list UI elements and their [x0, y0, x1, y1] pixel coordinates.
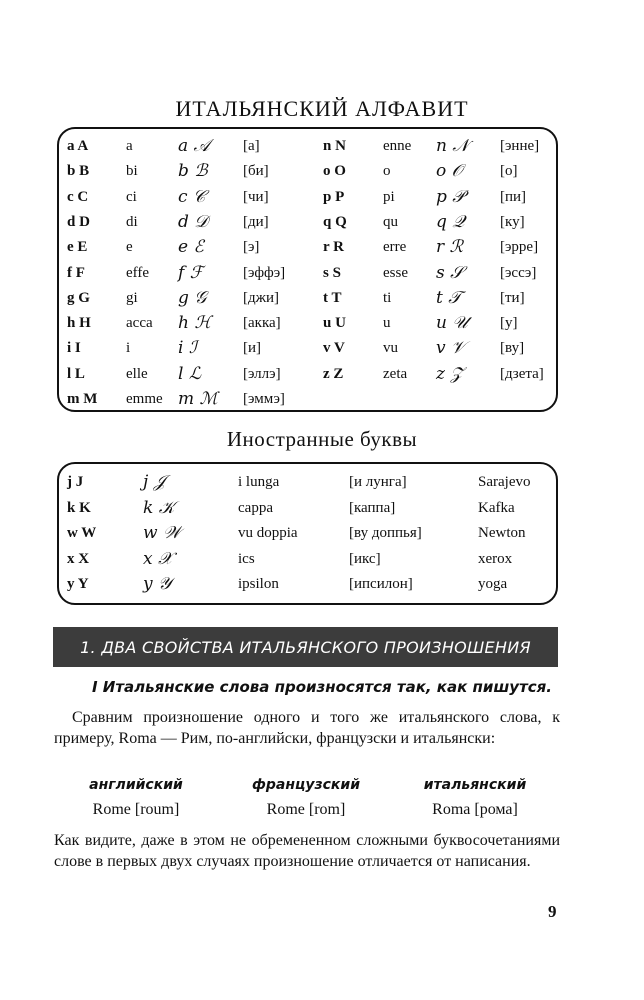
foreign-cap: j J [67, 474, 84, 490]
letter-script: h ℋ [178, 313, 212, 334]
lang-example-english: Rome [roum] [92, 801, 180, 818]
letter-name: elle [126, 365, 148, 382]
lang-label-french: французский [251, 777, 361, 793]
letter-pron: [чи] [243, 188, 269, 205]
letter-name: vu [383, 340, 398, 357]
letter-name: o [383, 163, 391, 180]
letter-script: m ℳ [178, 389, 218, 409]
letter-cap: p P [323, 188, 345, 205]
letter-script: n 𝒩 [436, 136, 469, 156]
letter-pron: [ти] [500, 289, 525, 306]
page-number: 9 [548, 902, 557, 921]
letter-cap: o O [323, 163, 346, 180]
letter-name: emme [126, 391, 163, 407]
foreign-script: k 𝒦 [143, 497, 175, 518]
letter-cap: a A [67, 138, 89, 154]
letter-pron: [у] [500, 315, 518, 332]
letter-pron: [эммэ] [243, 391, 285, 407]
foreign-script: w 𝒲 [143, 523, 181, 543]
foreign-cap: x X [67, 550, 90, 567]
letter-script: q 𝒬 [436, 211, 465, 232]
foreign-script: x 𝒳 [143, 548, 173, 569]
foreign-name: cappa [238, 499, 273, 516]
letter-pron: [эрре] [500, 239, 539, 256]
letter-name: enne [383, 138, 412, 154]
letter-pron: [ку] [500, 213, 525, 230]
foreign-pron: [каппа] [349, 499, 396, 516]
letter-cap: z Z [323, 365, 344, 382]
letter-script: c 𝒞 [178, 186, 206, 207]
foreign-example: Kafka [478, 499, 515, 516]
letter-pron: [дзета] [500, 365, 544, 382]
letter-name: zeta [383, 365, 408, 382]
letter-cap: r R [323, 239, 344, 256]
letter-pron: [би] [243, 163, 269, 180]
letter-name: effe [126, 264, 150, 281]
letter-script: d 𝒟 [178, 211, 208, 232]
letter-cap: d D [67, 213, 90, 230]
foreign-name: ics [238, 550, 255, 567]
letter-cap: v V [323, 340, 345, 357]
lang-label-english: английский [89, 777, 183, 793]
foreign-example: xerox [478, 550, 513, 567]
letter-name: u [383, 315, 391, 332]
letter-pron: [джи] [243, 289, 280, 306]
letter-name: acca [126, 315, 153, 332]
section-banner: 1. ДВА СВОЙСТВА ИТАЛЬЯНСКОГО ПРОИЗНОШЕНИЯ [53, 627, 558, 667]
letter-name: ci [126, 188, 137, 205]
paragraph-intro: Сравним произношение одного и того же итальянского слова, к примеру, Roma — Рим, по-английски, французски и итальянски: [54, 709, 560, 747]
letter-cap: l L [67, 365, 85, 382]
letter-name: gi [126, 289, 138, 306]
letter-pron: [ди] [243, 213, 269, 230]
letter-script: u 𝒰 [436, 313, 468, 334]
letter-cap: t T [323, 289, 342, 306]
letter-script: e ℰ [178, 237, 204, 258]
letter-script: b ℬ [178, 161, 208, 182]
foreign-example: Newton [478, 525, 526, 541]
letter-cap: h H [67, 315, 91, 332]
letter-script: t 𝒯 [436, 287, 462, 308]
letter-script: z 𝒵 [436, 363, 464, 384]
letter-pron: [э] [243, 239, 260, 256]
letter-pron: [эффэ] [243, 264, 286, 281]
foreign-name: ipsilon [238, 576, 279, 592]
foreign-example: yoga [478, 576, 508, 592]
foreign-pron: [ву доппья] [349, 525, 422, 541]
letter-script: l ℒ [178, 363, 202, 384]
letter-name: di [126, 213, 138, 230]
letter-cap: i I [67, 340, 81, 357]
letter-cap: f F [67, 264, 85, 281]
foreign-cap: w W [67, 525, 97, 541]
letter-cap: g G [67, 289, 90, 306]
letter-name: qu [383, 213, 398, 230]
letter-cap: s S [323, 264, 341, 281]
page-title: ИТАЛЬЯНСКИЙ АЛФАВИТ [175, 96, 469, 121]
letter-pron: [а] [243, 138, 260, 154]
letter-cap: b B [67, 163, 90, 180]
letter-script: v 𝒱 [436, 338, 466, 359]
letter-pron: [о] [500, 163, 518, 180]
letter-name: ti [383, 289, 392, 306]
letter-pron: [акка] [243, 315, 281, 332]
letter-name: pi [383, 188, 395, 205]
letter-script: i ℐ [178, 338, 197, 359]
foreign-script: j 𝒥 [143, 472, 166, 492]
foreign-cap: k K [67, 499, 91, 516]
paragraph-conclusion: Как видите, даже в этом не обремененном сложными буквосочетаниями слове в первых двух случаях произношение отличается от написания. [54, 832, 560, 870]
foreign-name: vu doppia [238, 525, 298, 541]
letter-cap: u U [323, 315, 346, 332]
letter-name: i [126, 340, 131, 357]
letter-name: e [126, 239, 133, 256]
rule-heading: I Итальянские слова произносятся так, как пишутся. [91, 678, 553, 696]
foreign-pron: [ипсилон] [349, 576, 413, 592]
letter-pron: [и] [243, 340, 262, 357]
letter-name: esse [383, 264, 408, 281]
lang-label-italian: итальянский [423, 777, 527, 793]
foreign-pron: [и лунга] [349, 474, 407, 490]
foreign-pron: [икс] [349, 550, 381, 567]
letter-pron: [энне] [500, 138, 540, 154]
letter-pron: [эллэ] [243, 365, 281, 382]
lang-example-french: Rome [rom] [266, 801, 346, 818]
letter-cap: m M [67, 391, 98, 407]
foreign-example: Sarajevo [478, 474, 531, 490]
letter-cap: n N [323, 138, 346, 154]
letter-pron: [пи] [500, 188, 527, 205]
letter-script: o 𝒪 [436, 161, 463, 182]
letter-cap: c C [67, 188, 89, 205]
foreign-cap: y Y [67, 576, 89, 592]
foreign-letters-title: Иностранные буквы [226, 427, 418, 451]
letter-script: s 𝒮 [436, 262, 464, 283]
letter-script: a 𝒜 [178, 136, 210, 156]
letter-name: bi [126, 163, 138, 180]
letter-cap: e E [67, 239, 88, 256]
foreign-name: i lunga [238, 474, 280, 490]
letter-name: erre [383, 239, 407, 256]
letter-pron: [эссэ] [500, 264, 537, 281]
letter-cap: q Q [323, 213, 347, 230]
letter-script: g 𝒢 [178, 287, 207, 308]
lang-example-italian: Roma [рома] [432, 801, 518, 818]
letter-script: r ℛ [436, 237, 464, 258]
letter-name: a [126, 138, 133, 154]
foreign-script: y 𝒴 [143, 574, 172, 594]
letter-script: f ℱ [178, 262, 204, 283]
letter-pron: [ву] [500, 340, 525, 357]
letter-script: p 𝒫 [436, 186, 465, 207]
